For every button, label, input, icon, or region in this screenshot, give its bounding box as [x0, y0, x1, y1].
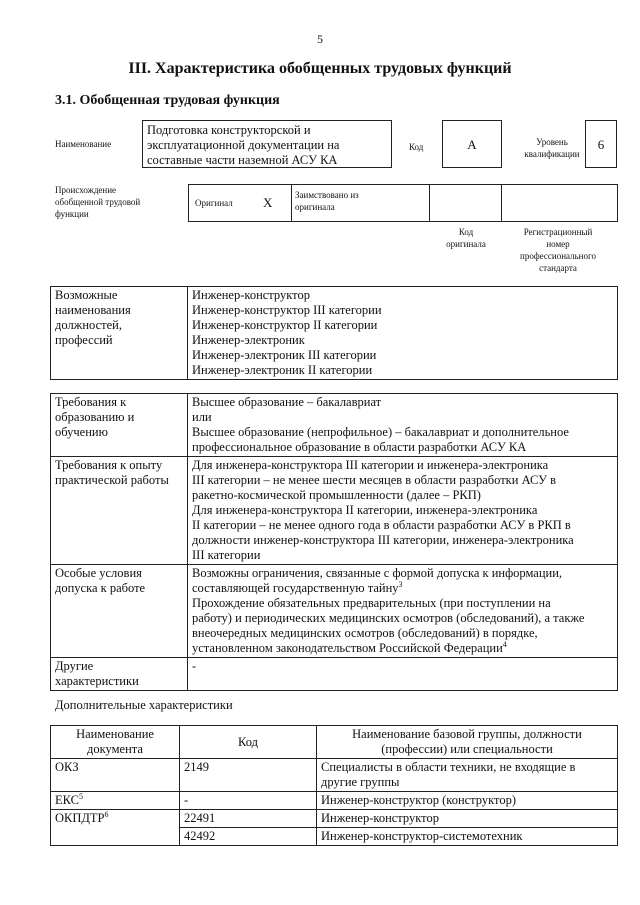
- position-item: Инженер-электроник III категории: [192, 348, 377, 362]
- footnote-ref: 3: [398, 579, 403, 589]
- education-value: Высшее образование – бакалавриат или Высшее образование (непрофильное) – бакалавриат и дополнительное профессиональное образование в области разработки АСУ КА: [188, 394, 618, 457]
- row-name: Инженер-конструктор-системотехник: [317, 828, 618, 846]
- original-label: Оригинал: [195, 198, 233, 208]
- page-number: 5: [317, 32, 323, 46]
- row-name: Инженер-конструктор: [317, 810, 618, 828]
- positions-table: [50, 286, 618, 380]
- header-doc: Наименование документа: [51, 726, 180, 759]
- position-item: Инженер-электроник: [192, 333, 305, 347]
- table-row: [51, 792, 618, 810]
- divider: [291, 185, 292, 221]
- requirements-table: [50, 393, 618, 691]
- position-item: Инженер-конструктор III категории: [192, 303, 382, 317]
- footnote-ref: 4: [502, 639, 507, 649]
- table-row: [51, 394, 618, 457]
- additional-title: Дополнительные характеристики: [55, 698, 233, 712]
- access-label: Особые условия допуска к работе: [51, 565, 188, 658]
- row-doc: ОКЗ: [51, 759, 180, 792]
- table-row: [51, 759, 618, 792]
- table-header-row: [51, 726, 618, 759]
- table-row: [51, 457, 618, 565]
- origin-label: Происхождение обобщенной трудовой функции: [55, 185, 141, 219]
- education-label: Требования к образованию и обучению: [51, 394, 188, 457]
- code-original-caption: Код оригинала: [446, 227, 486, 249]
- original-mark: X: [263, 195, 273, 210]
- divider: [501, 185, 502, 221]
- position-item: Инженер-электроник II категории: [192, 363, 373, 377]
- positions-label: Возможные наименования должностей, профессий: [51, 287, 188, 380]
- access-value: Возможны ограничения, связанные с формой допуска к информации, составляющей государственную тайну$^3$ Прохождение обязательных предварительных (при поступлении на работу) и периодических медицинских осмотров (обследований), а также внеочередных медицинских осмотров (обследований) в порядке, установленном законодательством Российской Федерации$^4$: [188, 565, 618, 658]
- experience-value: Для инженера-конструктора III категории и инженера-электроника III категории – не менее шести месяцев в области разработки АСУ в ракетно-космической промышленности (далее – РКП) Для инженера-конструктора II категории, инженера-электроника II категории – не менее одного года в области разработки АСУ в РКП в должности инженер-конструктора III категории, инженера-электроника III категории: [188, 457, 618, 565]
- divider: [429, 185, 430, 221]
- header-name: Наименование базовой группы, должности (профессии) или специальности: [317, 726, 618, 759]
- row-name: Инженер-конструктор (конструктор): [317, 792, 618, 810]
- function-name-box: [142, 120, 392, 168]
- level-value: 6: [585, 120, 617, 168]
- row-doc: ОКПДТР$^6$: [51, 810, 180, 846]
- reg-number-caption: Регистрационный номер профессионального стандарта: [520, 227, 596, 273]
- other-value: -: [188, 658, 618, 691]
- code-label: Код: [409, 142, 424, 152]
- origin-table: [188, 184, 618, 222]
- borrowed-label: Заимствовано из оригинала: [295, 190, 359, 212]
- row-code: 42492: [180, 828, 317, 846]
- table-row: [51, 810, 618, 828]
- footnote-ref: 5: [79, 791, 83, 801]
- additional-table: [50, 725, 618, 846]
- row-name: Специалисты в области техники, не входящие в другие группы: [317, 759, 618, 792]
- table-row: [51, 658, 618, 691]
- row-code: 22491: [180, 810, 317, 828]
- subsection-title: 3.1. Обобщенная трудовая функция: [55, 93, 280, 108]
- position-item: Инженер-конструктор II категории: [192, 318, 378, 332]
- footnote-ref: 6: [104, 809, 109, 819]
- row-doc: ЕКС$^5$: [51, 792, 180, 810]
- name-label: Наименование: [55, 139, 112, 149]
- table-row: [51, 565, 618, 658]
- section-title: III. Характеристика обобщенных трудовых функций: [128, 60, 512, 77]
- row-code: 2149: [180, 759, 317, 792]
- level-label: Уровень квалификации: [524, 137, 580, 159]
- row-code: -: [180, 792, 317, 810]
- experience-label: Требования к опыту практической работы: [51, 457, 188, 565]
- other-label: Другие характеристики: [51, 658, 188, 691]
- function-name-line: составные части наземной АСУ КА: [147, 153, 338, 167]
- function-name-line: Подготовка конструкторской и: [147, 123, 311, 137]
- positions-list: [188, 287, 618, 380]
- header-code: Код: [180, 726, 317, 759]
- position-item: Инженер-конструктор: [192, 288, 310, 302]
- code-value: A: [442, 120, 502, 168]
- function-name-line: эксплуатационной документации на: [147, 138, 340, 152]
